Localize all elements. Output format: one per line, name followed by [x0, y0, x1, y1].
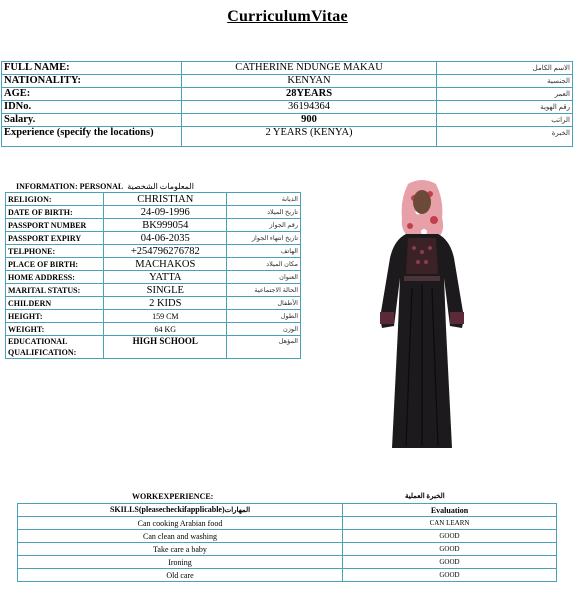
- personal-arabic: المؤهل: [227, 336, 301, 359]
- personal-label: WEIGHT:: [6, 323, 104, 336]
- skill-evaluation: GOOD: [343, 530, 557, 543]
- personal-arabic: الوزن: [227, 323, 301, 336]
- summary-label: NATIONALITY:: [2, 75, 182, 88]
- summary-label: IDNo.: [2, 101, 182, 114]
- skill-name: Can cooking Arabian food: [18, 517, 343, 530]
- personal-label: PASSPORT NUMBER: [6, 219, 104, 232]
- skill-name: Old care: [18, 569, 343, 582]
- summary-label: Experience (specify the locations): [2, 127, 182, 147]
- summary-row: [2, 127, 573, 147]
- skill-row: [18, 543, 557, 556]
- personal-arabic: تاريخ انتهاء الجواز: [227, 232, 301, 245]
- personal-arabic: الأطفال: [227, 297, 301, 310]
- personal-row: [6, 206, 301, 219]
- personal-row: [6, 219, 301, 232]
- personal-value: HIGH SCHOOL: [104, 336, 227, 359]
- personal-label: MARITAL STATUS:: [6, 284, 104, 297]
- skill-row: [18, 569, 557, 582]
- personal-arabic: العنوان: [227, 271, 301, 284]
- summary-arabic: الراتب: [437, 114, 573, 127]
- personal-label: DATE OF BIRTH:: [6, 206, 104, 219]
- summary-row: [2, 114, 573, 127]
- personal-arabic: رقم الجواز: [227, 219, 301, 232]
- personal-label: HOME ADDRESS:: [6, 271, 104, 284]
- personal-row: [6, 245, 301, 258]
- summary-row: [2, 88, 573, 101]
- skill-name: Can clean and washing: [18, 530, 343, 543]
- personal-row: [6, 336, 301, 359]
- personal-value: SINGLE: [104, 284, 227, 297]
- skills-table: [17, 503, 557, 582]
- summary-label: AGE:: [2, 88, 182, 101]
- summary-value: 28YEARS: [182, 88, 437, 101]
- summary-label: Salary.: [2, 114, 182, 127]
- personal-label: HEIGHT:: [6, 310, 104, 323]
- personal-info-heading: [16, 182, 194, 191]
- personal-arabic: الهاتف: [227, 245, 301, 258]
- summary-label: FULL NAME:: [2, 62, 182, 75]
- summary-arabic: الاسم الكامل: [437, 62, 573, 75]
- skill-row: [18, 556, 557, 569]
- personal-value: 64 KG: [104, 323, 227, 336]
- personal-row: [6, 297, 301, 310]
- summary-value: 36194364: [182, 101, 437, 114]
- personal-info-table: [5, 192, 301, 359]
- summary-value: CATHERINE NDUNGE MAKAU: [182, 62, 437, 75]
- work-experience-heading: WORKEXPERIENCE:: [132, 492, 214, 501]
- work-experience-heading-arabic: الخبرة العملية: [405, 492, 445, 500]
- personal-label: CHILDERN: [6, 297, 104, 310]
- document-title: CurriculumVitae: [227, 8, 348, 25]
- skill-name: Ironing: [18, 556, 343, 569]
- personal-arabic: الطول: [227, 310, 301, 323]
- personal-label: EDUCATIONAL QUALIFICATION:: [6, 336, 104, 359]
- personal-row: [6, 323, 301, 336]
- skill-row: [18, 517, 557, 530]
- summary-row: [2, 62, 573, 75]
- summary-arabic: الخبرة: [437, 127, 573, 147]
- skills-header-row: [18, 504, 557, 517]
- personal-arabic: مكان الميلاد: [227, 258, 301, 271]
- summary-arabic: العمر: [437, 88, 573, 101]
- summary-value: 2 YEARS (KENYA): [182, 127, 437, 147]
- personal-label: PLACE OF BIRTH:: [6, 258, 104, 271]
- personal-label: TELPHONE:: [6, 245, 104, 258]
- skill-evaluation: GOOD: [343, 569, 557, 582]
- personal-row: [6, 232, 301, 245]
- personal-row: [6, 284, 301, 297]
- skills-column-header: [18, 504, 343, 517]
- personal-value: +254796276782: [104, 245, 227, 258]
- skills-header-text: SKILLS(pleasecheckifapplicable): [109, 505, 225, 514]
- candidate-photo: [372, 178, 472, 458]
- personal-heading-arabic: المعلومات الشخصية: [127, 182, 194, 191]
- skill-row: [18, 530, 557, 543]
- personal-value: 24-09-1996: [104, 206, 227, 219]
- summary-table: [1, 61, 573, 147]
- personal-arabic: الحالة الاجتماعية: [227, 284, 301, 297]
- personal-arabic: الديانة: [227, 193, 301, 206]
- personal-row: [6, 193, 301, 206]
- personal-row: [6, 258, 301, 271]
- personal-label: RELIGION:: [6, 193, 104, 206]
- skill-evaluation: GOOD: [343, 543, 557, 556]
- summary-arabic: رقم الهوية: [437, 101, 573, 114]
- skill-evaluation: CAN LEARN: [343, 517, 557, 530]
- personal-value: CHRISTIAN: [104, 193, 227, 206]
- personal-value: 159 CM: [104, 310, 227, 323]
- personal-value: MACHAKOS: [104, 258, 227, 271]
- personal-row: [6, 271, 301, 284]
- skill-name: Take care a baby: [18, 543, 343, 556]
- personal-value: BK999054: [104, 219, 227, 232]
- personal-value: YATTA: [104, 271, 227, 284]
- personal-arabic: تاريخ الميلاد: [227, 206, 301, 219]
- summary-row: [2, 75, 573, 88]
- personal-heading-text: INFORMATION: PERSONAL: [16, 182, 124, 191]
- personal-value: 04-06-2035: [104, 232, 227, 245]
- evaluation-column-header: Evaluation: [343, 504, 557, 517]
- skills-header-arabic: المهارات: [224, 506, 251, 514]
- personal-value: 2 KIDS: [104, 297, 227, 310]
- summary-value: 900: [182, 114, 437, 127]
- personal-row: [6, 310, 301, 323]
- summary-row: [2, 101, 573, 114]
- skill-evaluation: GOOD: [343, 556, 557, 569]
- personal-label: PASSPORT EXPIRY: [6, 232, 104, 245]
- summary-arabic: الجنسية: [437, 75, 573, 88]
- summary-value: KENYAN: [182, 75, 437, 88]
